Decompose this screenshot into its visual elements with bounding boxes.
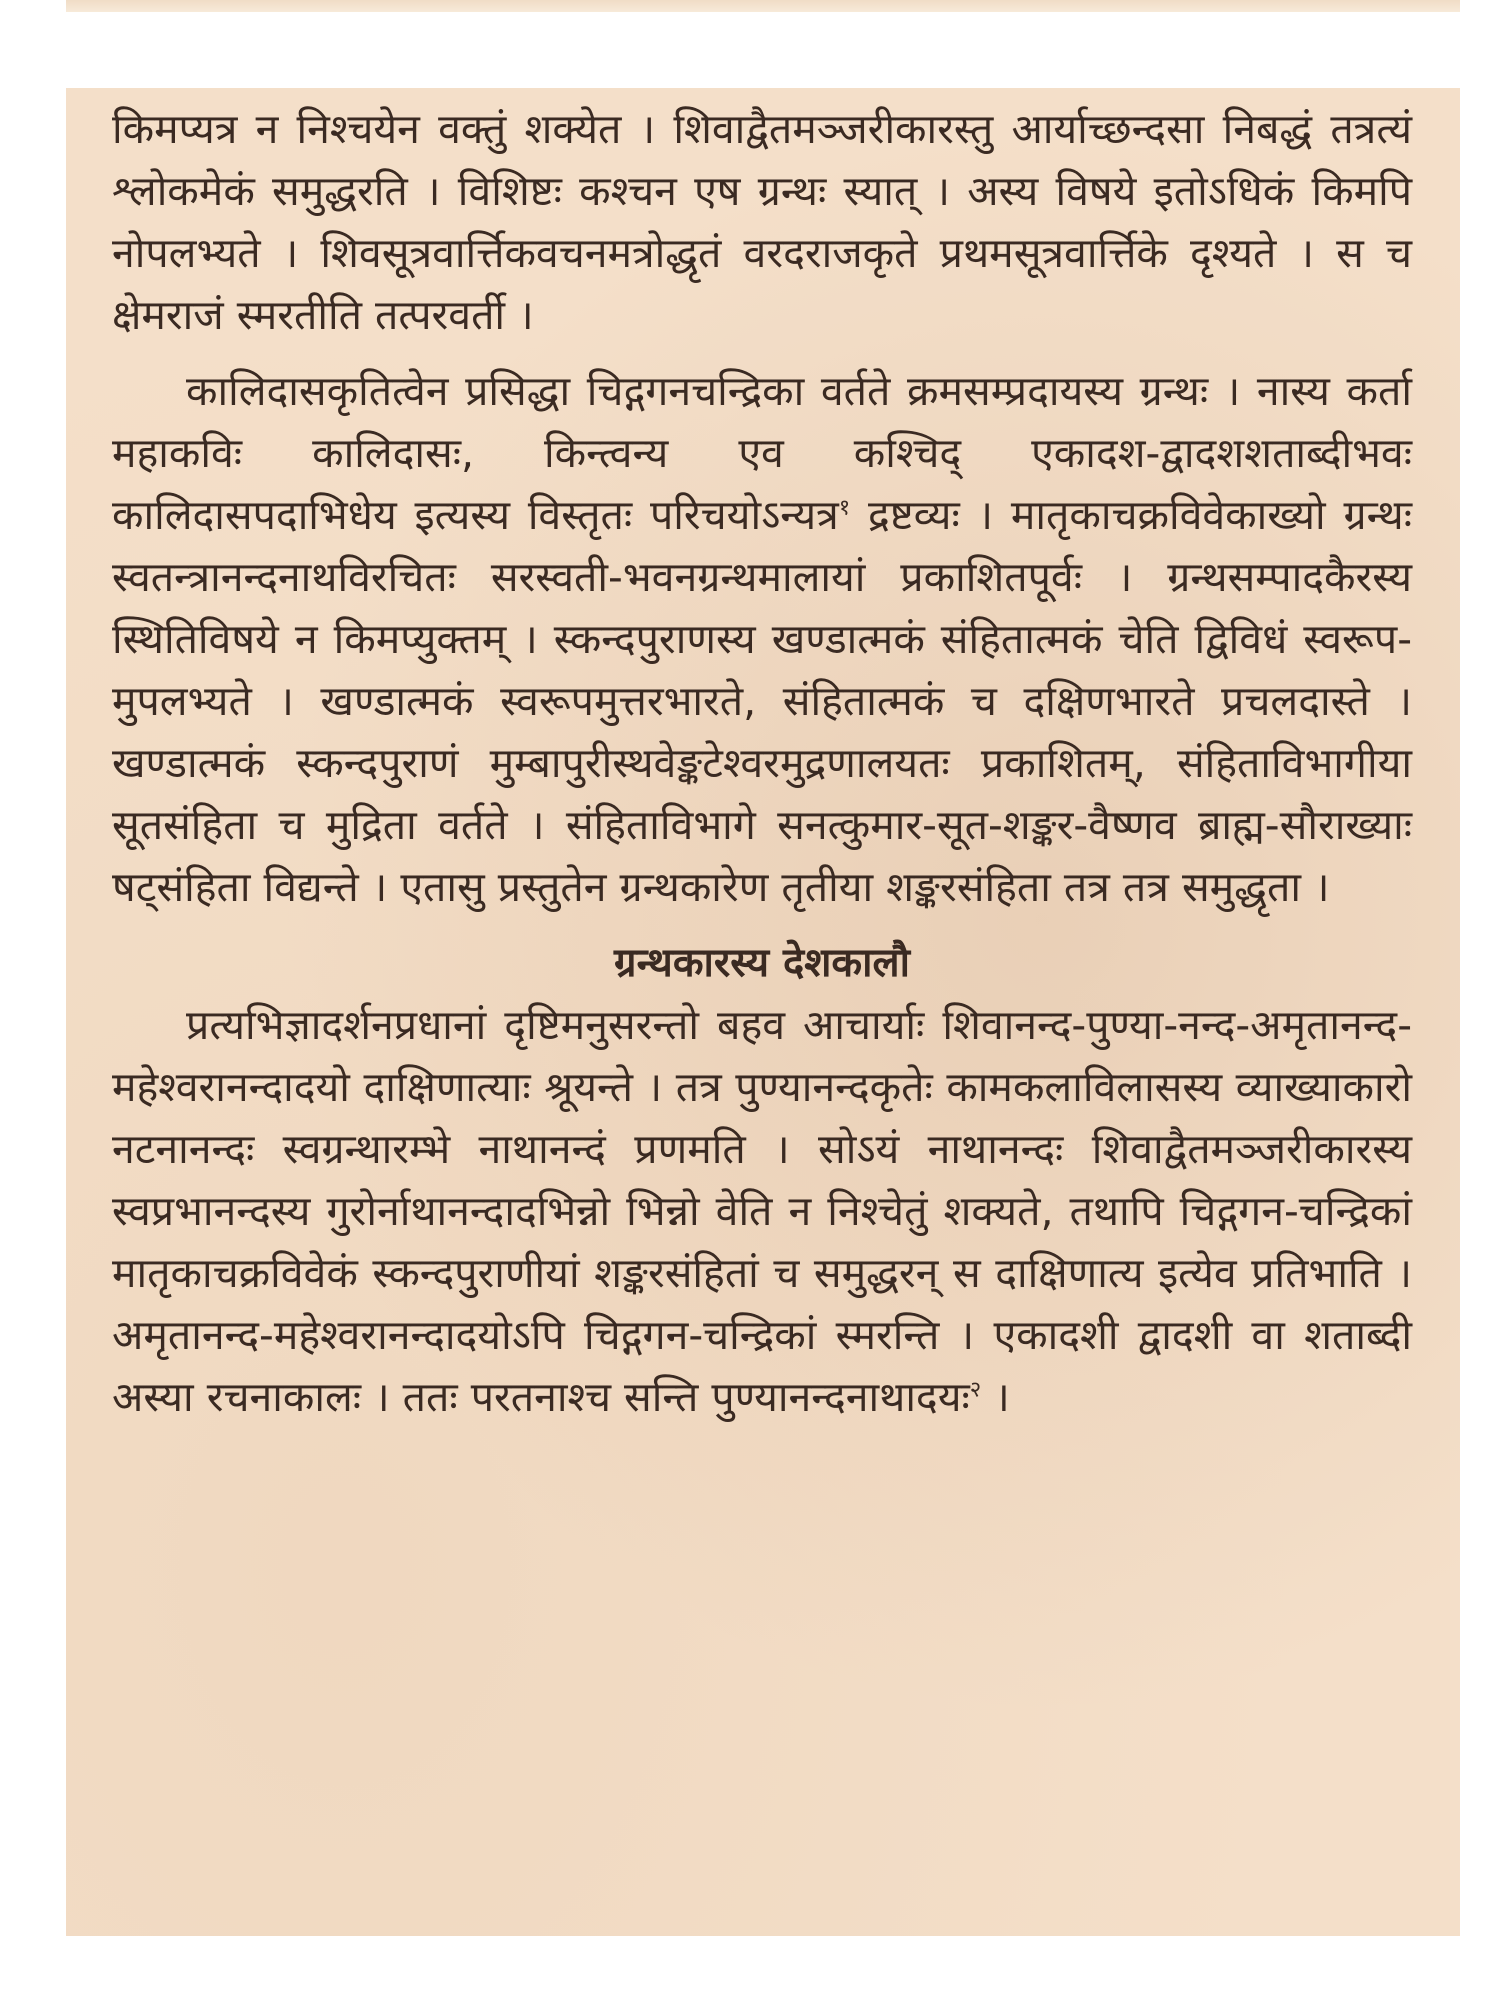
scanned-page [66,88,1460,1936]
paragraph-2-text-b: द्रष्टव्यः । मातृकाचक्रविवेकाख्यो ग्रन्थः स्वतन्त्रानन्दनाथविरचितः सरस्वती-भवनग्रन्थमालायां प्रकाशितपूर्वः । ग्रन्थसम्पादकैरस्य स्थितिविषये न किमप्युक्तम् । स्कन्दपुराणस्य खण्डात्मकं संहितात्मकं चेति द्विविधं स्वरूप-मुपलभ्यते । खण्डात्मकं स्वरूपमुत्तरभारते, संहितात्मकं च दक्षिणभारते प्रचलदास्ते । खण्डात्मकं स्कन्दपुराणं मुम्बापुरीस्थवेङ्कटेश्वरमुद्रणालयतः प्रकाशितम्, संहिताविभागीया सूतसंहिता च मुद्रिता वर्तते । संहिताविभागे सनत्कुमार-सूत-शङ्कर-वैष्णव ब्राह्म-सौराख्याः षट्संहिता विद्यन्ते । एतासु प्रस्तुतेन ग्रन्थकारेण तृतीया शङ्करसंहिता तत्र तत्र समुद्धृता । [112,491,1412,911]
previous-page-edge [66,0,1460,12]
page-text [112,98,1412,1442]
paragraph-2-text-a: कालिदासकृतित्वेन प्रसिद्धा चिद्गगनचन्द्रिका वर्तते क्रमसम्प्रदायस्य ग्रन्थः । नास्य कर्ता महाकविः कालिदासः, किन्त्वन्य एव कश्चिद् एकादश-द्वादशशताब्दीभवः कालिदासपदाभिधेय इत्यस्य विस्तृतः परिचयोऽन्यत्र [112,367,1412,539]
footnote-mark-2: २ [969,1377,982,1403]
paragraph-3-text-a: प्रत्यभिज्ञादर्शनप्रधानां दृष्टिमनुसरन्तो बहव आचार्याः शिवानन्द-पुण्या-नन्द-अमृतानन्द-महेश्वरानन्दादयो दाक्षिणात्याः श्रूयन्ते । तत्र पुण्यानन्दकृतेः कामकलाविलासस्य व्याख्याकारो नटनानन्दः स्वग्रन्थारम्भे नाथानन्दं प्रणमति । सोऽयं नाथानन्दः शिवाद्वैतमञ्जरीकारस्य स्वप्रभानन्दस्य गुरोर्नाथानन्दादभिन्नो भिन्नो वेति न निश्चेतुं शक्यते, तथापि चिद्गगन-चन्द्रिकां मातृकाचक्रविवेकं स्कन्दपुराणीयां शङ्करसंहितां च समुद्धरन् स दाक्षिणात्य इत्येव प्रतिभाति । अमृतानन्द-महेश्वरानन्दादयोऽपि चिद्गगन-चन्द्रिकां स्मरन्ति । एकादशी द्वादशी वा शताब्दी अस्या रचनाकालः । ततः परतनाश्च सन्ति पुण्यानन्दनाथादयः [112,1001,1412,1421]
footnote-mark-1: १ [838,495,851,521]
section-heading: ग्रन्थकारस्य देशकालौ [614,940,910,986]
paragraph-3 [112,994,1412,1428]
paragraph-1 [112,98,1412,346]
paragraph-3-text-b: । [981,1373,1010,1421]
paragraph-2 [112,360,1412,918]
paragraph-1-text: किमप्यत्र न निश्चयेन वक्तुं शक्येत । शिवाद्वैतमञ्जरीकारस्तु आर्याच्छन्दसा निबद्धं तत्रत्यं श्लोकमेकं समुद्धरति । विशिष्टः कश्चन एष ग्रन्थः स्यात् । अस्य विषये इतोऽधिकं किमपि नोपलभ्यते । शिवसूत्रवार्त्तिकवचनमत्रोद्धृतं वरदराजकृते प्रथमसूत्रवार्त्तिके दृश्यते । स च क्षेमराजं स्मरतीति तत्परवर्ती । [112,105,1412,339]
